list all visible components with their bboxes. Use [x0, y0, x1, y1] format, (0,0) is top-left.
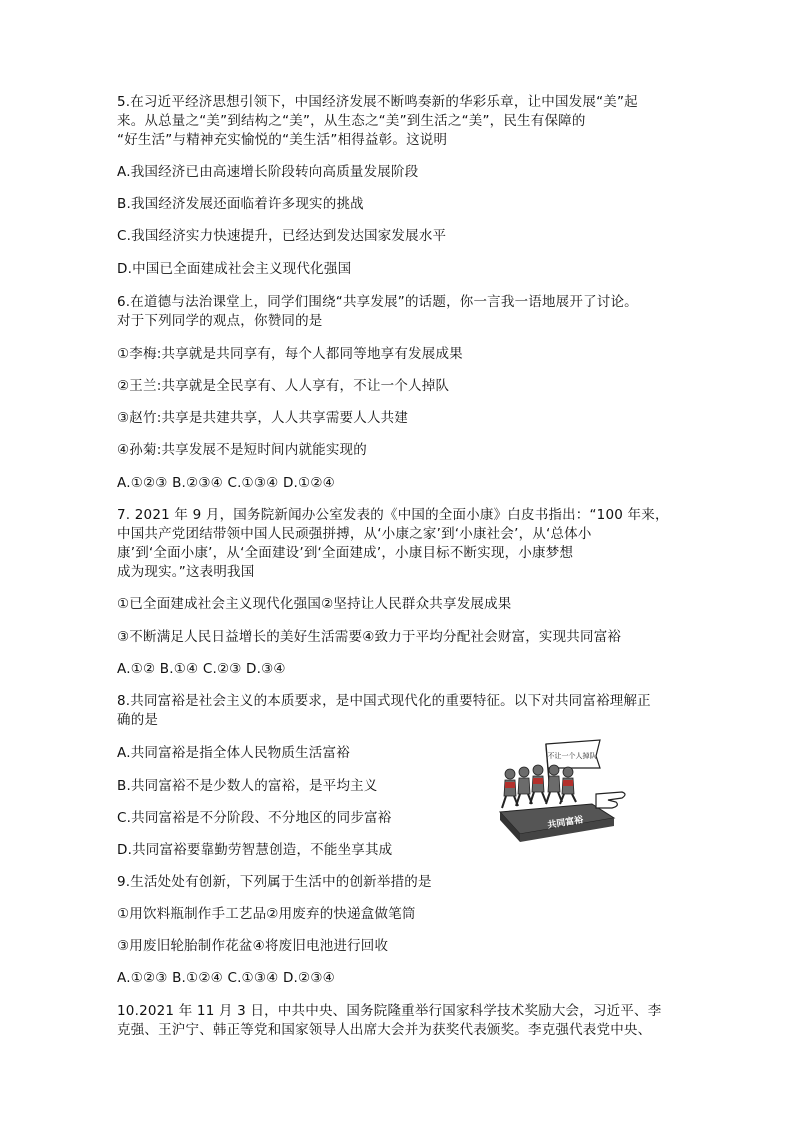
q6-item-4: ④孙菊:共享发展不是短时间内就能实现的	[117, 442, 367, 458]
q6-stem-line-1: 6.在道德与法治课堂上，同学们围绕“共享发展”的话题，你一言我一语地展开了讨论。	[117, 294, 638, 310]
q8-stem-line-2: 确的是	[117, 712, 159, 728]
marching-people-icon	[496, 734, 630, 844]
plate-text: 共同富裕	[546, 815, 585, 831]
q6-item-2: ②王兰:共享就是全民享有、人人享有，不让一个人掉队	[117, 378, 450, 394]
q9-item-2: ③用废旧轮胎制作花盆④将废旧电池进行回收	[117, 938, 389, 954]
q9-stem: 9.生活处处有创新，下列属于生活中的创新举措的是	[117, 874, 432, 890]
q7-stem-line-1: 7. 2021 年 9 月，国务院新闻办公室发表的《中国的全面小康》白皮书指出：“100 年来，	[117, 507, 669, 523]
q5-option-c: C.我国经济实力快速提升，已经达到发达国家发展水平	[117, 228, 447, 244]
q5-option-a: A.我国经济已由高速增长阶段转向高质量发展阶段	[117, 164, 419, 180]
q10-stem-line-1: 10.2021 年 11 月 3 日，中共中央、国务院隆重举行国家科学技术奖励大会，习近平、李	[117, 1003, 662, 1019]
q6-item-1: ①李梅:共享就是共同享有，每个人都同等地享有发展成果	[117, 346, 463, 362]
banner-text: 不让一个人掉队	[547, 752, 597, 760]
q7-stem-line-2: 中国共产党团结带领中国人民顽强拼搏，从‘小康之家’到‘小康社会’，从‘总体小	[117, 526, 592, 542]
q7-stem-line-4: 成为现实。”这表明我国	[117, 564, 255, 580]
q8-option-b: B.共同富裕不是少数人的富裕，是平均主义	[117, 778, 378, 794]
q9-item-1: ①用饮料瓶制作手工艺品②用废弃的快递盒做笔筒	[117, 906, 416, 922]
q8-option-d: D.共同富裕要靠勤劳智慧创造，不能坐享其成	[117, 842, 393, 858]
q5-option-b: B.我国经济发展还面临着许多现实的挑战	[117, 196, 364, 212]
q7-item-1: ①已全面建成社会主义现代化强国②坚持让人民群众共享发展成果	[117, 596, 512, 612]
q7-options: A.①② B.①④ C.②③ D.③④	[117, 661, 286, 677]
q6-stem-line-2: 对于下列同学的观点，你赞同的是	[117, 313, 323, 329]
q7-item-2: ③不断满足人民日益增长的美好生活需要④致力于平均分配社会财富，实现共同富裕	[117, 629, 622, 645]
q6-item-3: ③赵竹:共享是共建共享，人人共享需要人人共建	[117, 410, 409, 426]
q8-option-c: C.共同富裕是不分阶段、不分地区的同步富裕	[117, 810, 392, 826]
q6-options: A.①②③ B.②③④ C.①③④ D.①②④	[117, 475, 335, 491]
common-prosperity-illustration	[496, 734, 630, 844]
q5-stem-line-2: 来。从总量之“美”到结构之“美”，从生态之“美”到生活之“美”，民生有保障的	[117, 113, 586, 129]
q9-options: A.①②③ B.①②④ C.①③④ D.②③④	[117, 970, 335, 986]
q8-option-a: A.共同富裕是指全体人民物质生活富裕	[117, 745, 350, 761]
q5-stem-line-1: 5.在习近平经济思想引领下，中国经济发展不断鸣奏新的华彩乐章，让中国发展“美”起	[117, 94, 638, 110]
q8-stem-line-1: 8.共同富裕是社会主义的本质要求，是中国式现代化的重要特征。以下对共同富裕理解正	[117, 693, 651, 709]
q5-stem-line-3: “好生活”与精神充实愉悦的“美生活”相得益彰。这说明	[117, 132, 448, 148]
q5-option-d: D.中国已全面建成社会主义现代化强国	[117, 261, 352, 277]
q7-stem-line-3: 康’到‘全面小康’，从‘全面建设’到‘全面建成’，小康目标不断实现，小康梦想	[117, 545, 574, 561]
q10-stem-line-2: 克强、王沪宁、韩正等党和国家领导人出席大会并为获奖代表颁奖。李克强代表党中央、	[117, 1022, 652, 1038]
